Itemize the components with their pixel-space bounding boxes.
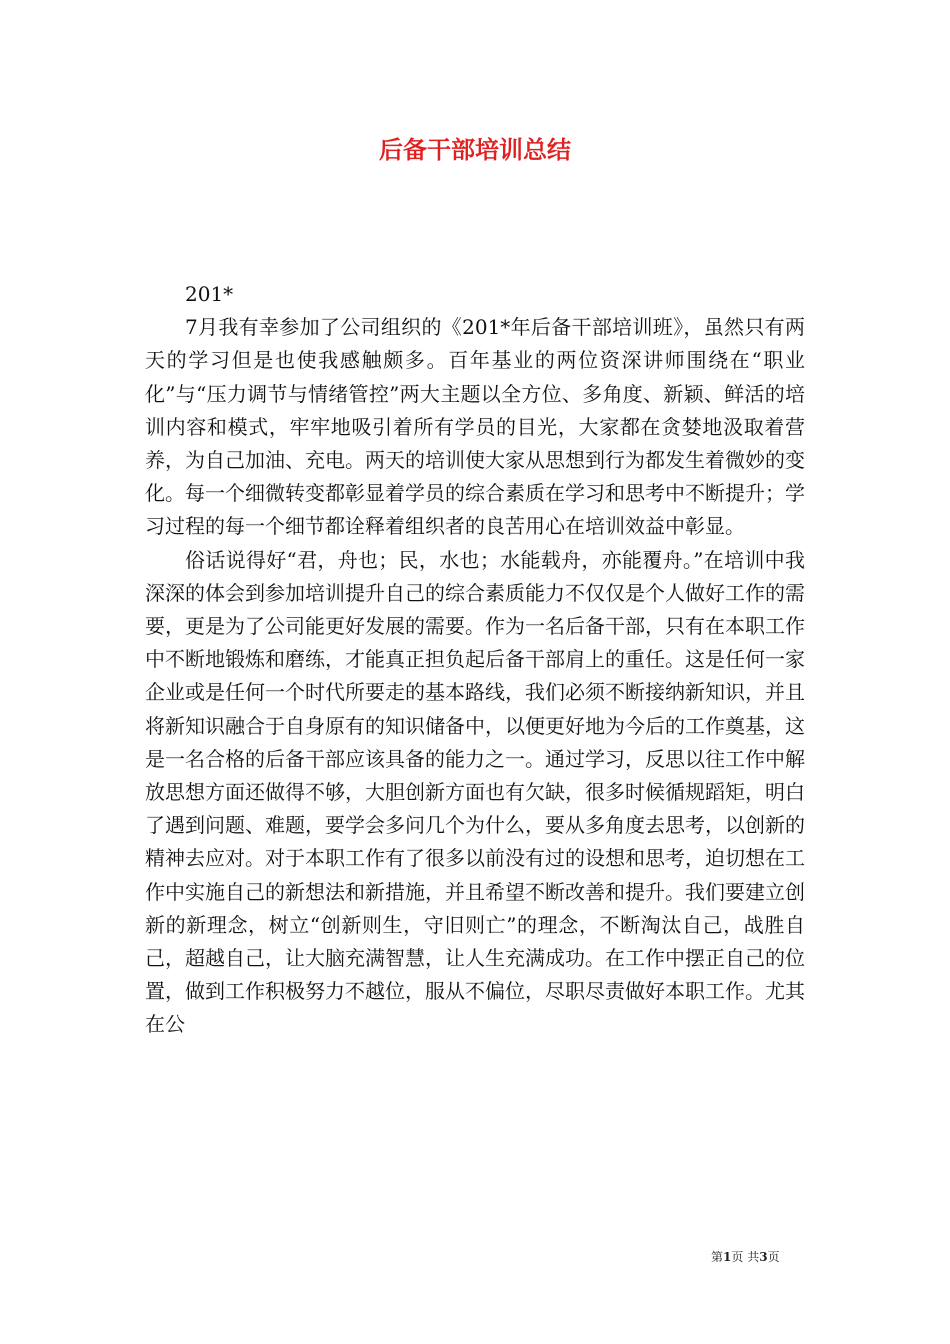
paragraph-year: 201* <box>185 282 234 306</box>
footer-middle: 页 共 <box>731 1250 760 1264</box>
page-footer <box>711 1249 780 1265</box>
document-body <box>145 278 805 1042</box>
document-title: 后备干部培训总结 <box>379 135 571 164</box>
paragraph-training-intro: 7月我有幸参加了公司组织的《201*年后备干部培训班》，虽然只有两天的学习但是也使我感触颇多。百年基业的两位资深讲师围绕在“职业化”与“压力调节与情绪管控”两大主题以全方位、多角度、新颖、鲜活的培训内容和模式，牢牢地吸引着所有学员的目光，大家都在贪婪地汲取着营养，为自己加油、充电。两天的培训使大家从思想到行为都发生着微妙的变化。每一个细微转变都彰显着学员的综合素质在学习和思考中不断提升；学习过程的每一个细节都诠释着组织者的良苦用心在培训效益中彰显。 <box>145 315 805 539</box>
footer-total-pages: 3 <box>759 1250 768 1264</box>
paragraph-reflection: 俗话说得好“君，舟也；民，水也；水能载舟，亦能覆舟。”在培训中我深深的体会到参加培训提升自己的综合素质能力不仅仅是个人做好工作的需要，更是为了公司能更好发展的需要。作为一名后备干部，只有在本职工作中不断地锻炼和磨练，才能真正担负起后备干部肩上的重任。这是任何一家企业或是任何一个时代所要走的基本路线，我们必须不断接纳新知识，并且将新知识融合于自身原有的知识储备中，以便更好地为今后的工作奠基，这是一名合格的后备干部应该具备的能力之一。通过学习，反思以往工作中解放思想方面还做得不够，大胆创新方面也有欠缺，很多时候循规蹈矩，明白了遇到问题、难题，要学会多问几个为什么，要从多角度去思考，以创新的精神去应对。对于本职工作有了很多以前没有过的设想和思考，迫切想在工作中实施自己的新想法和新措施，并且希望不断改善和提升。我们要建立创新的新理念，树立“创新则生，守旧则亡”的理念，不断淘汰自己，战胜自己，超越自己，让大脑充满智慧，让人生充满成功。在工作中摆正自己的位置，做到工作积极努力不越位，服从不偏位，尽职尽责做好本职工作。尤其在公 <box>145 547 805 1037</box>
footer-suffix: 页 <box>767 1250 780 1264</box>
footer-current-page: 1 <box>723 1250 732 1264</box>
footer-prefix: 第 <box>711 1250 724 1264</box>
